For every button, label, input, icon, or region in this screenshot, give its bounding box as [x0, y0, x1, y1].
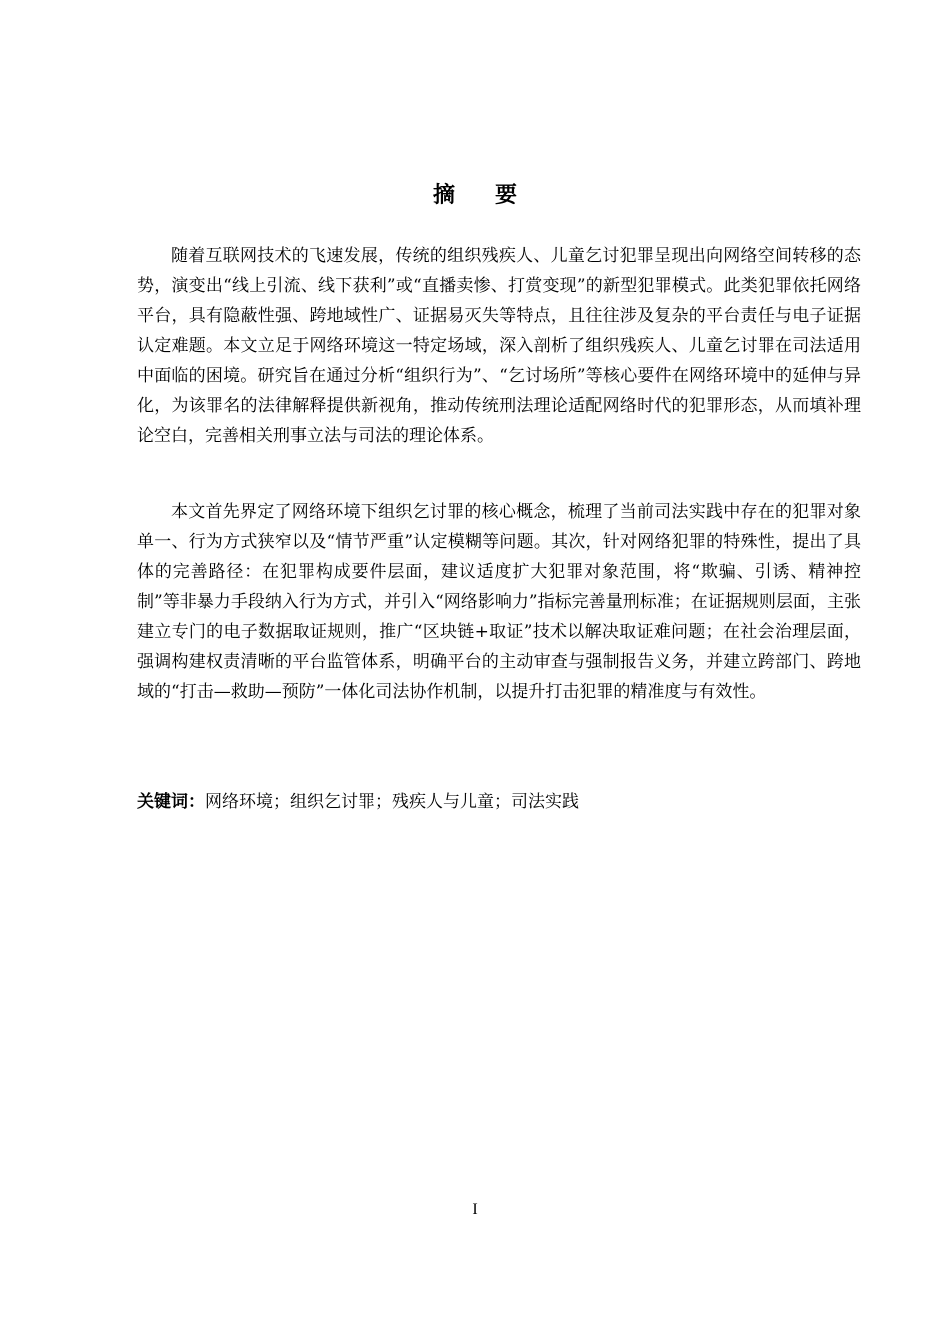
- abstract-paragraph-1: [137, 241, 861, 451]
- page-number: I: [472, 1201, 478, 1218]
- paragraph-text: 随着互联网技术的飞速发展，传统的组织残疾人、儿童乞讨犯罪呈现出向网络空间转移的态势，演变出“线上引流、线下获利”或“直播卖惨、打赏变现”的新型犯罪模式。此类犯罪依托网络平台，具有隐蔽性强、跨地域性广、证据易灭失等特点，且往往涉及复杂的平台责任与电子证据认定难题。本文立足于网络环境这一特定场域，深入剖析了组织残疾人、儿童乞讨罪在司法适用中面临的困境。研究旨在通过分析“组织行为”、“乞讨场所”等核心要件在网络环境中的延伸与异化，为该罪名的法律解释提供新视角，推动传统刑法理论适配网络时代的犯罪形态，从而填补理论空白，完善相关刑事立法与司法的理论体系。: [137, 246, 861, 446]
- keywords-text: 网络环境；组织乞讨罪；残疾人与儿童；司法实践: [205, 792, 579, 812]
- abstract-paragraph-2: [137, 497, 861, 707]
- keywords-line: [137, 787, 861, 817]
- abstract-title: 摘要: [432, 183, 557, 208]
- keywords-label: 关键词：: [137, 792, 205, 812]
- paragraph-text: 本文首先界定了网络环境下组织乞讨罪的核心概念，梳理了当前司法实践中存在的犯罪对象单一、行为方式狭窄以及“情节严重”认定模糊等问题。其次，针对网络犯罪的特殊性，提出了具体的完善路径：在犯罪构成要件层面，建议适度扩大犯罪对象范围，将“欺骗、引诱、精神控制”等非暴力手段纳入行为方式，并引入“网络影响力”指标完善量刑标准；在证据规则层面，主张建立专门的电子数据取证规则，推广“区块链+取证”技术以解决取证难问题；在社会治理层面，强调构建权责清晰的平台监管体系，明确平台的主动审查与强制报告义务，并建立跨部门、跨地域的“打击—救助—预防”一体化司法协作机制，以提升打击犯罪的精准度与有效性。: [137, 502, 861, 702]
